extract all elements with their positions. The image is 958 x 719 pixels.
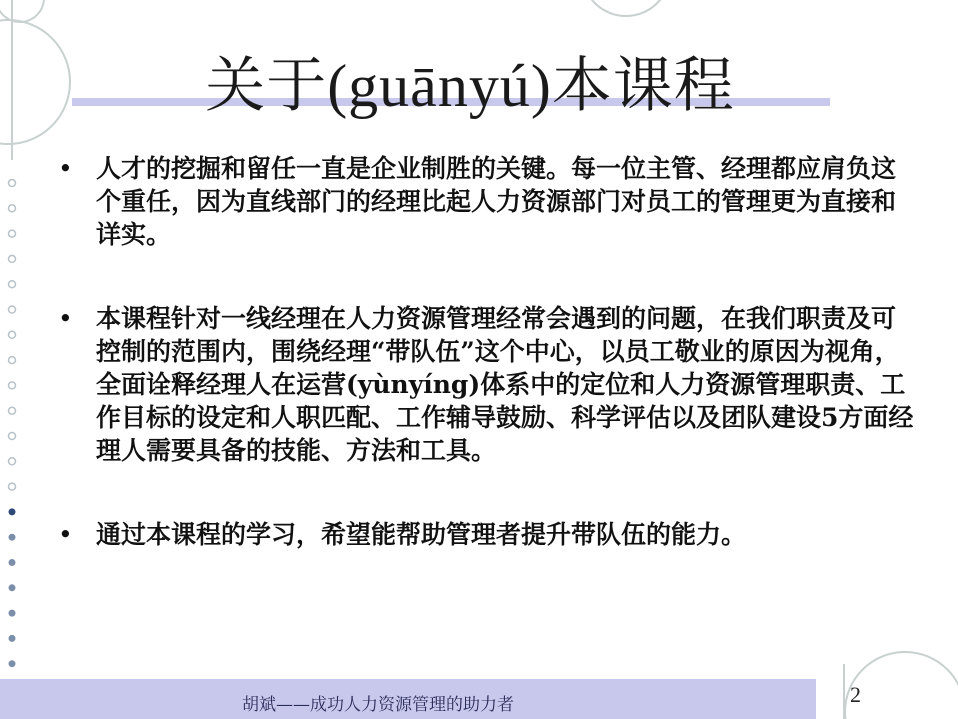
decor-dot: [9, 281, 16, 288]
page-number: 2: [850, 682, 861, 707]
bullet-text: 人才的挖掘和留任一直是企业制胜的关键。每一位主管、经理都应肩负这个重任，因为直线部门的经理比起人力资源部门对员工的管理更为直接和详实。: [96, 154, 897, 249]
decor-dot: [9, 331, 16, 338]
decor-dot: [9, 508, 16, 515]
decor-dot: [9, 610, 16, 617]
decor-dot: [9, 230, 16, 237]
decor-dot: [9, 407, 16, 414]
decor-dot: [9, 559, 16, 566]
slide-title: 关于(guānyú)本课程: [205, 53, 735, 119]
decor-dot: [9, 483, 16, 490]
decor-dot: [9, 534, 16, 541]
decor-dot: [9, 205, 16, 212]
bullet-marker: •: [58, 520, 73, 549]
decor-dot: [9, 306, 16, 313]
bullet-item: [54, 518, 914, 551]
decor-dot: [9, 635, 16, 642]
decor-dot: [9, 382, 16, 389]
decor-dot: [9, 433, 16, 440]
decor-dot: [9, 255, 16, 262]
decor-circle-top-left-small: [0, 0, 44, 22]
decor-dot: [9, 458, 16, 465]
bullet-text: 本课程针对一线经理在人力资源管理经常会遇到的问题，在我们职责及可控制的范围内，围绕经理“带队伍”这个中心，以员工敬业的原因为视角，全面诠释经理人在运营(yùnyíng)体系中的定位和人力资源管理职责、工作目标的设定和人职匹配、工作辅导鼓励、科学评估以及团队建设5方面经理人需要具备的技能、方法和工具。: [96, 304, 914, 465]
decor-dot: [9, 660, 16, 667]
bullet-list: [54, 152, 914, 551]
bullet-item: [54, 152, 914, 251]
decor-circle-top-left: [0, 20, 70, 144]
bullet-marker: •: [58, 304, 73, 333]
decor-dot: [9, 180, 16, 187]
decor-dot-column: [9, 180, 16, 693]
footer-text: 胡斌——成功人力资源管理的助力者: [242, 695, 514, 715]
bullet-marker: •: [58, 154, 73, 183]
decor-dot: [9, 357, 16, 364]
decor-circle-top-right: [582, 0, 670, 16]
decor-dot: [9, 584, 16, 591]
bullet-text: 通过本课程的学习，希望能帮助管理者提升带队伍的能力。: [96, 520, 747, 549]
bullet-item: [54, 302, 914, 467]
decor-circle-bottom-right: [845, 652, 958, 719]
